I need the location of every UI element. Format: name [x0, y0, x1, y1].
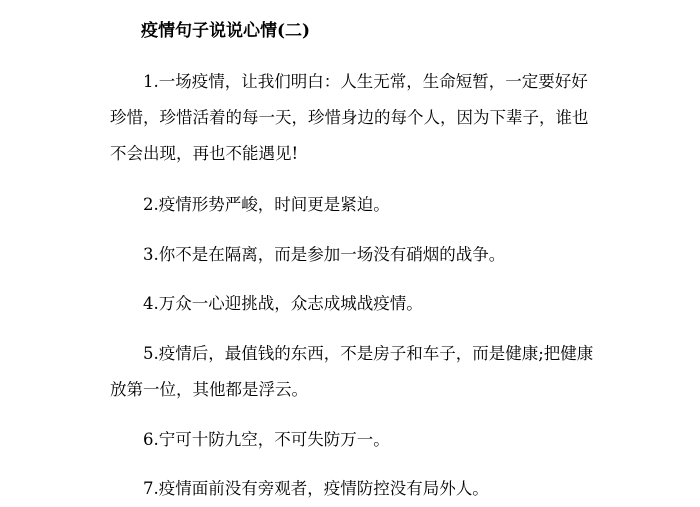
paragraph-7: 7.疫情面前没有旁观者，疫情防控没有局外人。 — [143, 479, 489, 498]
paragraph-5: 5.疫情后，最值钱的东西，不是房子和车子，而是健康;把健康放第一位，其他都是浮云。 — [110, 344, 594, 399]
document-title: 疫情句子说说心情(二) — [141, 21, 311, 41]
paragraph-3: 3.你不是在隔离，而是参加一场没有硝烟的战争。 — [143, 245, 506, 264]
paragraph-4: 4.万众一心迎挑战，众志成城战疫情。 — [143, 294, 423, 313]
paragraph-2: 2.疫情形势严峻，时间更是紧迫。 — [143, 195, 390, 214]
paragraph-6: 6.宁可十防九空，不可失防万一。 — [143, 430, 390, 449]
paragraph-1: 1.一场疫情，让我们明白：人生无常，生命短暂，一定要好好珍惜，珍惜活着的每一天，珍惜身边的每个人，因为下辈子，谁也不会出现，再也不能遇见! — [110, 72, 589, 163]
